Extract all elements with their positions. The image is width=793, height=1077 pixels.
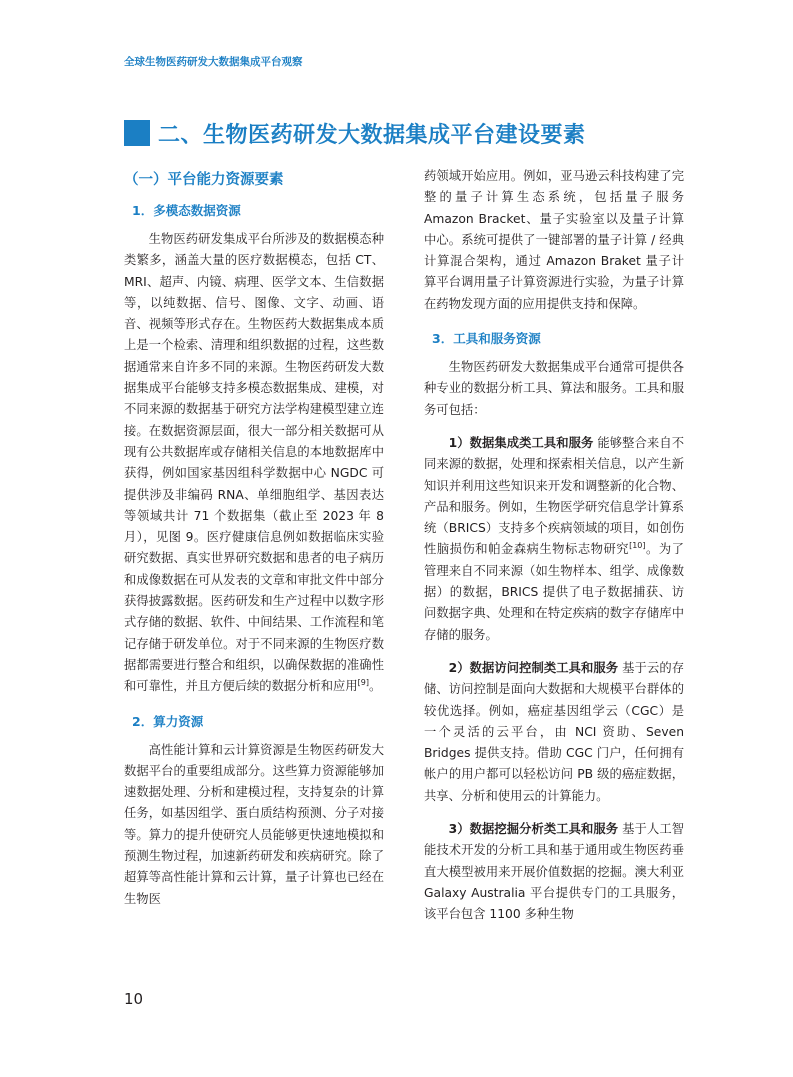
item-head-data-integration: 1）数据集成类工具和服务 xyxy=(448,435,594,450)
heading-compute-resources: 2．算力资源 xyxy=(132,713,204,729)
item-text-data-mining: 基于人工智能技术开发的分析工具和基于通用或生物医药垂直大模型被用来开展价值数据的挖掘。澳大利亚 Galaxy Australia 平台提供专门的工具服务，该平台包含 1100 多种生物 xyxy=(424,822,684,922)
item-head-access-control: 2）数据访问控制类工具和服务 xyxy=(448,660,619,675)
item-text-b: 。为了管理来自不同来源（如生物样本、组学、成像数据）的数据，BRICS 提供了电子数据捕获、访问数据字典、处理和在特定疾病的数字存储库中存储的服务。 xyxy=(424,542,684,642)
item-head-data-mining: 3）数据挖掘分析类工具和服务 xyxy=(448,822,619,837)
left-column xyxy=(124,168,384,910)
paragraph-tools-intro: 生物医药研发大数据集成平台通常可提供各种专业的数据分析工具、算法和服务。工具和服务可包括： xyxy=(424,360,684,417)
item-text-a: 能够整合来自不同来源的数据，处理和探索相关信息，以产生新知识并利用这些知识来开发和调整新的化合物、产品和服务。例如，生物医学研究信息学计算系统（BRICS）支持多个疾病领域的项目，如创伤性脑损伤和帕金森病生物标志物研究 xyxy=(424,435,684,557)
list-item-data-integration xyxy=(424,433,684,646)
section-title xyxy=(124,118,586,148)
section-heading: 二、生物医药研发大数据集成平台建设要素 xyxy=(158,122,586,148)
citation-10: [10] xyxy=(629,541,646,551)
heading-multimodal-data: 1．多模态数据资源 xyxy=(132,203,241,218)
right-column xyxy=(424,166,684,926)
list-item-data-mining xyxy=(424,819,684,925)
paragraph-multimodal-text: 生物医药研发集成平台所涉及的数据模态种类繁多，涵盖大量的医疗数据模态，包括 CT、MRI、超声、内镜、病理、医学文本、生信数据等，以纯数据、信号、图像、文字、动画、语音、视频等形式存在。生物医药大数据集成本质上是一个检索、清理和组织数据的过程，这些数据通常来自许多不同的来源。生物医药研发大数据集成平台能够支持多模态数据集成、建模，对不同来源的数据基于研究方法学构建模型建立连接。在数据资源层面，很大一部分相关数据可从现有公共数据库或存储相关信息的本地数据库中获得，例如国家基因组科学数据中心 NGDC 可提供涉及非编码 RNA、单细胞组学、基因表达等领域共计 71 个数据集（截止至 2023 年 8 月），见图 9。医疗健康信息例如数据临床实验研究数据、真实世界研究数据和患者的电子病历和成像数据在可从发表的文章和审批文件中部分获得披露数据。医药研发和生产过程中以数字形式存储的数据、软件、中间结果、工作流程和笔记存储于研发单位。对于不同来源的生物医疗数据都需要进行整合和组织，以确保数据的准确性和可靠性，并且方便后续的数据分析和应用 xyxy=(124,232,384,694)
paragraph-end: 。 xyxy=(369,679,382,694)
item-text-access-control: 基于云的存储、访问控制是面向大数据和大规模平台群体的较优选择。例如，癌症基因组学云（CGC）是一个灵活的云平台，由 NCI 资助、Seven Bridges 提供支持。借助 CGC 门户，任何拥有帐户的用户都可以轻松访问 PB 级的癌症数据，共享、分析和使用云的计算能力。 xyxy=(424,660,684,803)
subsection-heading: （一）平台能力资源要素 xyxy=(124,172,284,188)
page-number: 10 xyxy=(124,990,144,1008)
citation-9: [9] xyxy=(357,678,369,688)
paragraph-multimodal-data xyxy=(124,229,384,698)
paragraph-quantum-continued: 药领域开始应用。例如，亚马逊云科技构建了完整的量子计算生态系统，包括量子服务 Amazon Bracket、量子实验室以及量子计算中心。系统可提供了一键部署的量子计算 / 经典计算混合架构，通过 Amazon Braket 量子计算平台调用量子计算资源进行实验，为量子计算在药物发现方面的应用提供支持和保障。 xyxy=(424,169,684,311)
running-header: 全球生物医药研发大数据集成平台观察 xyxy=(124,56,303,68)
section-marker-square xyxy=(124,120,150,146)
list-item-access-control xyxy=(424,658,684,807)
heading-tools-services: 3．工具和服务资源 xyxy=(432,331,541,347)
paragraph-compute-resources: 高性能计算和云计算资源是生物医药研发大数据平台的重要组成部分。这些算力资源能够加速数据处理、分析和建模过程，支持复杂的计算任务，如基因组学、蛋白质结构预测、分子对接等。算力的提升使研究人员能够更快速地模拟和预测生物过程，加速新药研发和疾病研究。除了超算等高性能计算和云计算，量子计算也已经在生物医 xyxy=(124,742,384,906)
